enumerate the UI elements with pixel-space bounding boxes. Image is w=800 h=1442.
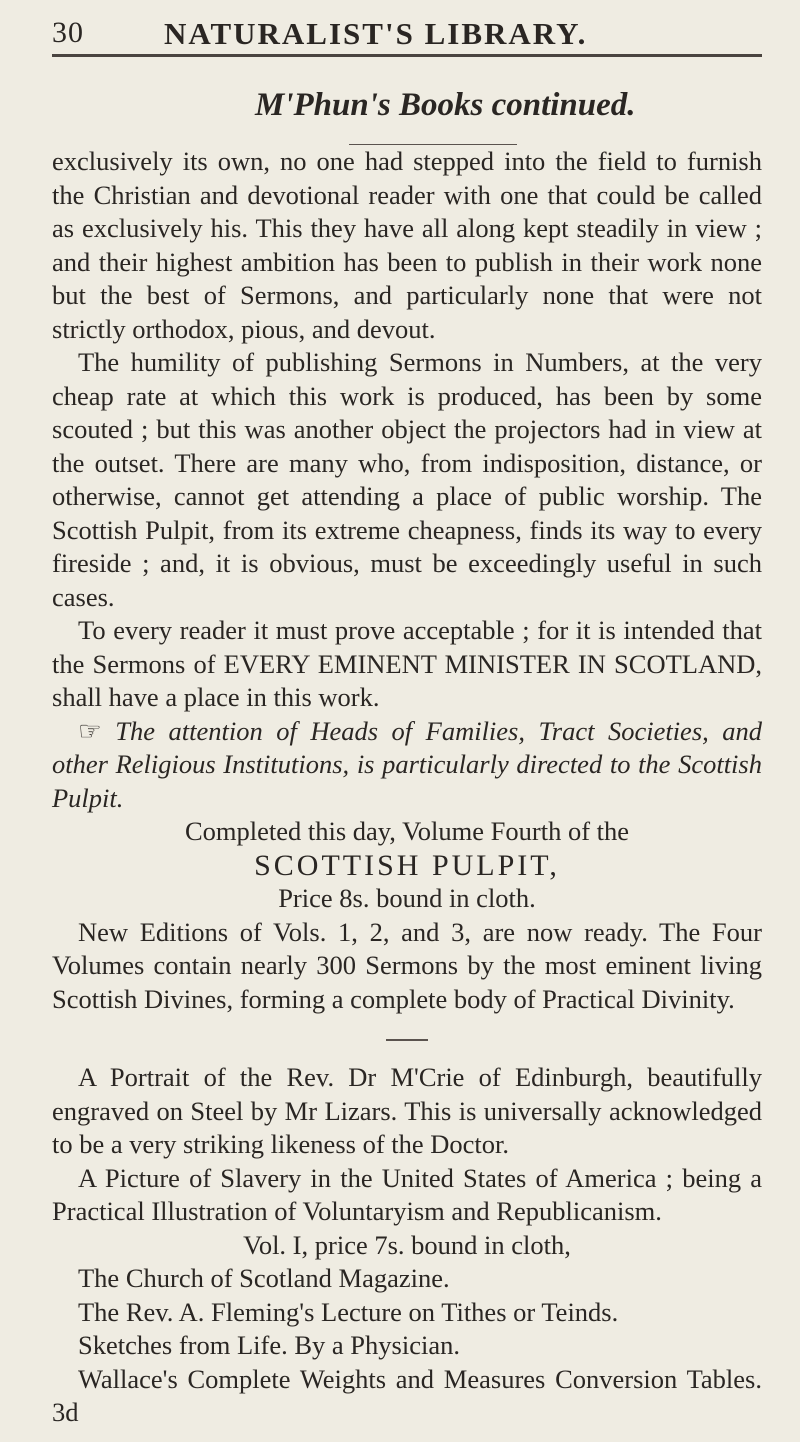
notice-text: The attention of Heads of Families, Tract Societies, and other Religious Institutions, is particularly directed to the Scottish Pulpit.: [52, 715, 762, 813]
body-text: [52, 145, 762, 1430]
publication-list: [52, 1262, 762, 1430]
page-header: [52, 0, 762, 54]
running-title: NATURALIST'S LIBRARY.: [164, 16, 588, 51]
paragraph: A Picture of Slavery in the United States of America ; being a Practical Illustration of Voluntaryism and Republicanism.: [52, 1162, 762, 1226]
section-subtitle: M'Phun's Books continued.: [255, 87, 636, 123]
list-item: The Church of Scotland Magazine.: [78, 1263, 450, 1293]
paragraph: exclusively its own, no one had stepped into the field to furnish the Christian and devotional reader with one that could be called as exclusively his. This they have all along kept steadily in view ; and their highest ambition has been to publish in their work none but the best of Sermons, and particularly none that were not strictly orthodox, pious, and devout.: [52, 146, 762, 344]
list-item: Wallace's Complete Weights and Measures Conversion Tables. 3d: [52, 1363, 762, 1427]
paragraph: A Portrait of the Rev. Dr M'Crie of Edinburgh, beautifully engraved on Steel by Mr Lizars. This is universally acknowledged to be a very striking likeness of the Doctor.: [52, 1062, 762, 1159]
announcement-line: Completed this day, Volume Fourth of the: [184, 816, 630, 846]
announcement-price: Price 8s. bound in cloth.: [278, 883, 536, 913]
page-number: 30: [52, 16, 84, 49]
list-item: Sketches from Life. By a Physician.: [78, 1330, 460, 1360]
header-rule: [52, 54, 762, 57]
paragraph: The humility of publishing Sermons in Numbers, at the very cheap rate at which this work is produced, has been by some scouted ; but this was another object the projectors had in view at the outset. There are many who, from indisposition, distance, or otherwise, cannot get attending a place of public worship. The Scottish Pulpit, from its extreme cheapness, finds its way to every fireside ; and, it is obvious, must be exceedingly useful in such cases.: [52, 347, 762, 612]
paragraph: To every reader it must prove acceptable ; for it is intended that the Sermons of EVERY EMINENT MINISTER IN SCOTLAND, shall have a place in this work.: [52, 615, 762, 712]
announcement-title: SCOTTISH PULPIT,: [254, 848, 560, 882]
volume-price-line: Vol. I, price 7s. bound in cloth,: [243, 1229, 571, 1260]
pointing-hand-icon: ☞: [78, 715, 102, 746]
paragraph: New Editions of Vols. 1, 2, and 3, are now ready. The Four Volumes contain nearly 300 Sermons by the most eminent living Scottish Divines, forming a complete body of Practical Divinity.: [52, 916, 762, 1014]
notice-paragraph: [52, 715, 762, 816]
section-divider: [386, 1039, 428, 1041]
list-item: The Rev. A. Fleming's Lecture on Tithes or Teinds.: [78, 1296, 619, 1327]
